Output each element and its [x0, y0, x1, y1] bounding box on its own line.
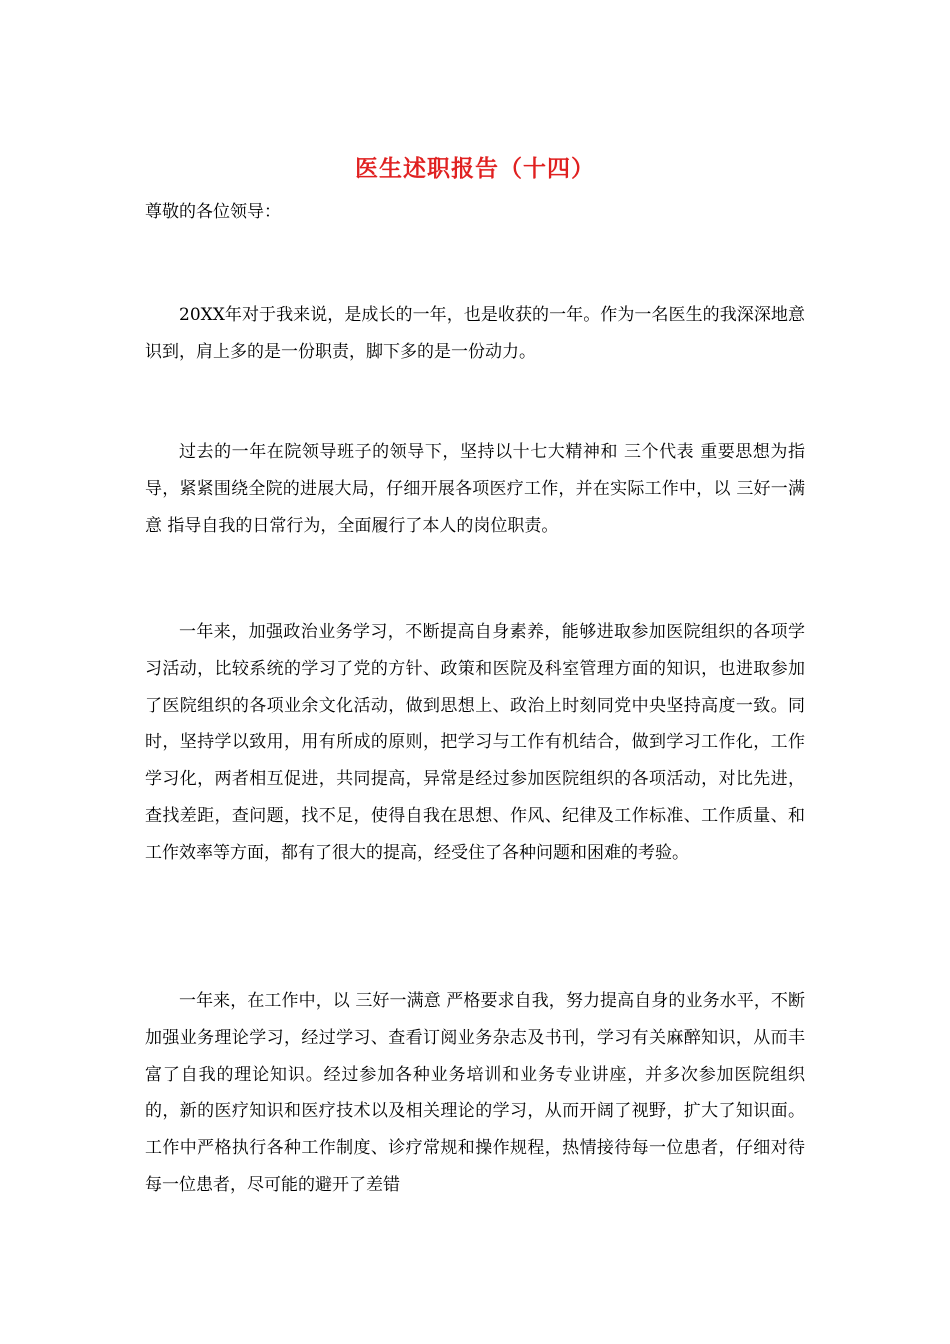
- paragraph-1: 20XX年对于我来说，是成长的一年，也是收获的一年。作为一名医生的我深深地意识到，肩上多的是一份职责，脚下多的是一份动力。: [145, 305, 805, 362]
- salutation: 尊敬的各位领导：: [145, 202, 281, 222]
- paragraph-4: 一年来，在工作中，以 三好一满意 严格要求自我，努力提高自身的业务水平，不断加强业务理论学习，经过学习、查看订阅业务杂志及书刊，学习有关麻醉知识，从而丰富了自我的理论知识。经过参加各种业务培训和业务专业讲座，并多次参加医院组织的，新的医疗知识和医疗技术以及相关理论的学习，从而开阔了视野，扩大了知识面。工作中严格执行各种工作制度、诊疗常规和操作规程，热情接待每一位患者，仔细对待每一位患者，尽可能的避开了差错: [145, 991, 805, 1195]
- paragraph-2: 过去的一年在院领导班子的领导下，坚持以十七大精神和 三个代表 重要思想为指导，紧紧围绕全院的进展大局，仔细开展各项医疗工作，并在实际工作中，以 三好一满意 指导自我的日常行为，全面履行了本人的岗位职责。: [145, 442, 805, 536]
- document-title: 医生述职报告（十四）: [355, 155, 595, 182]
- paragraph-3: 一年来，加强政治业务学习，不断提高自身素养，能够进取参加医院组织的各项学习活动，比较系统的学习了党的方针、政策和医院及科室管理方面的知识，也进取参加了医院组织的各项业余文化活动，做到思想上、政治上时刻同党中央坚持高度一致。同时，坚持学以致用，用有所成的原则，把学习与工作有机结合，做到学习工作化，工作学习化，两者相互促进，共同提高，异常是经过参加医院组织的各项活动，对比先进，查找差距，查问题，找不足，使得自我在思想、作风、纪律及工作标准、工作质量、和工作效率等方面，都有了很大的提高，经受住了各种问题和困难的考验。: [145, 622, 805, 863]
